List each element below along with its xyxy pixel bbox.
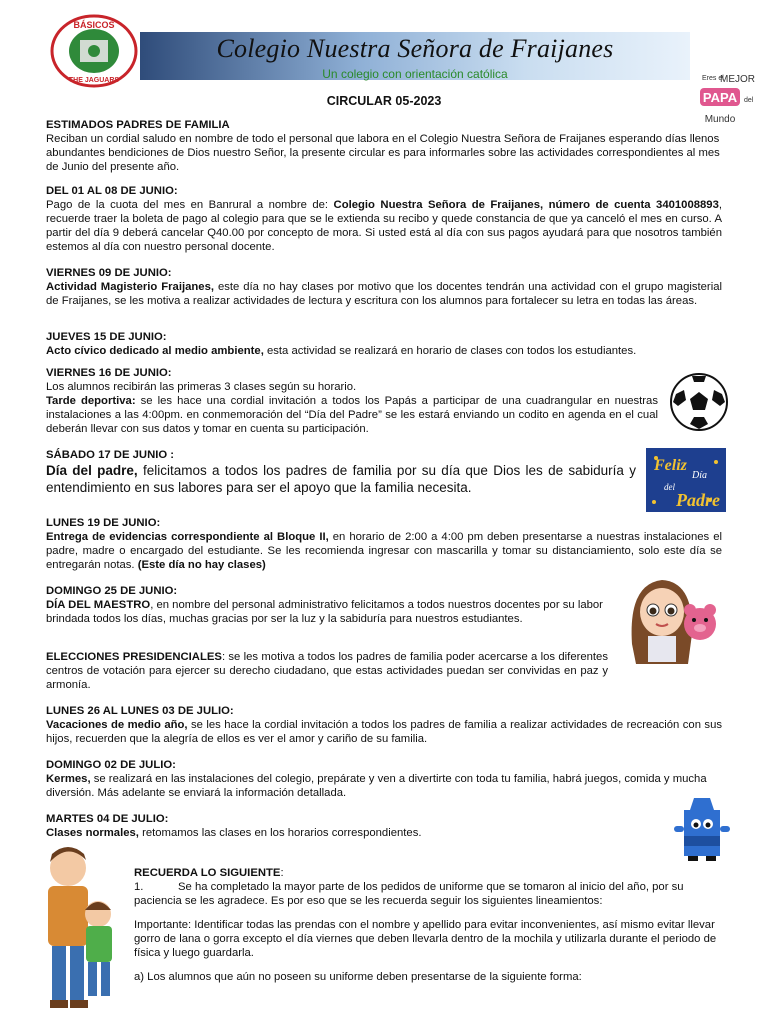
section-heading: MARTES 04 DE JULIO: <box>46 813 169 825</box>
svg-text:PAPA: PAPA <box>702 90 738 105</box>
section-text: Los alumnos recibirán las primeras 3 clases según su horario. <box>46 381 357 393</box>
section-kermes <box>46 758 722 800</box>
section-june-17 <box>46 448 636 496</box>
section-text: felicitamos a todos los padres de familia por su día que Dios les de sabiduría y entendimiento en sus labores para ser el apoyo que la familia necesita. <box>46 463 636 495</box>
svg-text:Mundo: Mundo <box>704 114 736 125</box>
section-bold: Kermes, <box>46 773 91 785</box>
section-text: , en nombre del personal administrativo felicitamos a todos nuestros docentes por su labor brindada todos los días, muchas gracias por ser la luz y la sabiduría para nuestros estudiantes. <box>46 599 603 625</box>
greeting-heading: ESTIMADOS PADRES DE FAMILIA <box>46 119 230 131</box>
no-classes-note: (Este día no hay clases) <box>137 559 266 571</box>
section-heading: DEL 01 AL 08 DE JUNIO: <box>46 185 178 197</box>
section-text: este día no hay clases por motivo que los docentes tendrán una actividad con el grupo magisterial de Fraijanes, se les motiva a realizar actividades de lectura y escritura con los alumnos para fortalecer su letra en todas las áreas. <box>46 281 722 307</box>
heading-colon: : <box>280 867 284 879</box>
section-text: en horario de 2:00 a 4:00 pm deben presentarse a nuestras instalaciones el padre, madre o encargado del estudiante. Se les recomienda ingresar con mascarilla y tomar su distanciamiento, solo este día se entregarán notas. <box>46 531 722 571</box>
section-june-25 <box>46 584 616 626</box>
crayon-character-illustration <box>672 796 732 862</box>
greeting-section <box>46 118 722 174</box>
section-june-16 <box>46 366 658 436</box>
section-text: retomamos las clases en los horarios correspondientes. <box>138 827 422 839</box>
circular-title: CIRCULAR 05-2023 <box>326 94 442 108</box>
svg-text:Eres el: Eres el <box>702 75 724 82</box>
uniform-instruction: a) Los alumnos que aún no poseen su uniforme deben presentarse de la siguiente forma: <box>134 971 582 983</box>
section-heading: SÁBADO 17 DE JUNIO : <box>46 449 175 461</box>
section-heading: LUNES 19 DE JUNIO: <box>46 517 161 529</box>
section-elections <box>46 650 608 692</box>
section-heading: VIERNES 09 DE JUNIO: <box>46 267 172 279</box>
section-heading: DOMINGO 02 DE JULIO: <box>46 759 176 771</box>
section-june-15 <box>46 330 722 358</box>
section-bold: Actividad Magisterio Fraijanes, <box>46 281 214 293</box>
section-text: : se les motiva a todos los padres de familia poder acercarse a los diferentes centros de votación para ejercer su derecho ciudadano, que estas actividades puedan ser convividas en paz y armonía. <box>46 651 608 691</box>
section-heading: LUNES 26 AL LUNES 03 DE JULIO: <box>46 705 234 717</box>
svg-text:MEJOR: MEJOR <box>720 74 755 85</box>
section-june-19 <box>46 516 722 572</box>
school-logo <box>50 14 138 88</box>
section-bold: Vacaciones de medio año, <box>46 719 188 731</box>
section-text: Pago de la cuota del mes en Banrural a nombre de: <box>46 199 334 211</box>
section-text: se les hace la cordial invitación a todos los padres de familia a realizar actividades de recreación con sus hijos, recuerden que la alegría de ellos es ver el amor y cariño de su familia. <box>46 719 722 745</box>
recuerda-heading: RECUERDA LO SIGUIENTE <box>134 867 281 879</box>
logo-top-text: BÁSICOS <box>73 20 115 30</box>
girl-teddy-illustration <box>622 574 722 670</box>
svg-text:del: del <box>664 482 675 492</box>
section-heading: VIERNES 16 DE JUNIO: <box>46 367 172 379</box>
recuerda-section <box>134 866 724 984</box>
section-june-1-8 <box>46 184 722 254</box>
section-bold: Tarde deportiva: <box>46 395 136 407</box>
svg-text:Feliz: Feliz <box>654 457 687 474</box>
greeting-text: Reciban un cordial saludo en nombre de todo el personal que labora en el Colegio Nuestra Señora de Fraijanes esperando días llenos abundantes bendiciones de Dios nuestro Señor, la presente circular es para informarles sobre las actividades correspondientes al mes de Junio del presente año. <box>46 133 720 173</box>
section-vacation <box>46 704 722 746</box>
svg-text:Padre: Padre <box>676 490 720 510</box>
school-name: Colegio Nuestra Señora de Fraijanes <box>216 34 614 63</box>
item-text: Se ha completado la mayor parte de los pedidos de uniforme que se tomaron al inicio del año, por su paciencia se les agradece. Es por eso que se les recuerda seguir los siguientes lineamientos: <box>134 881 684 907</box>
section-text: se realizará en las instalaciones del colegio, prepárate y ven a divertirte con toda tu familia, habrá juegos, comida y mucha diversión. Más adelante se enviará la información detallada. <box>46 773 707 799</box>
section-text: , recuerde traer la boleta de pago al colegio para que se le extienda su recibo y quede constancia de que ya canceló el mes en curso. A partir del día 9 deberá cancelar Q40.00 por concepto de mora. Si usted está al día con sus pagos ayudará para que nosotros también estemos al día con nuestro personal docente. <box>46 199 722 253</box>
section-bold: Entrega de evidencias correspondiente al Bloque II, <box>46 531 329 543</box>
school-tagline: Un colegio con orientación católica <box>322 67 508 81</box>
bank-account: Colegio Nuestra Señora de Fraijanes, número de cuenta 3401008893 <box>333 199 719 211</box>
section-bold: ELECCIONES PRESIDENCIALES <box>46 651 222 663</box>
svg-text:Día: Día <box>692 470 707 481</box>
section-july-4 <box>46 812 646 840</box>
section-bold: Día del padre, <box>46 463 138 478</box>
section-bold: Acto cívico dedicado al medio ambiente, <box>46 345 264 357</box>
svg-text:del: del <box>744 97 754 104</box>
item-number: 1. <box>134 881 144 893</box>
section-heading: DOMINGO 25 DE JUNIO: <box>46 585 178 597</box>
logo-bottom-text: THE JAGUARS <box>68 77 120 84</box>
father-child-illustration <box>38 842 124 1016</box>
importante-note: Importante: Identificar todas las prendas con el nombre y apellido para evitar inconvenientes, así mismo evitar llevar gorro de lana o gorra excepto el día viernes que deben llevarla dentro de la mochila y utilizarla durante el periodo de física y luego guardarla. <box>134 919 717 959</box>
section-june-9 <box>46 266 722 308</box>
section-heading: JUEVES 15 DE JUNIO: <box>46 331 167 343</box>
section-bold: Clases normales, <box>46 827 139 839</box>
section-text: esta actividad se realizará en horario de clases con todos los estudiantes. <box>263 345 637 357</box>
section-text: se les hace una cordial invitación a todos los Papás a participar de una cuadrangular en nuestras instalaciones a las 4:00pm. en conmemoración del “Día del Padre” se les estará enviando un codito en agenda en el cual deberán llevar con sus datos y tomar en cuenta su participación. <box>46 395 658 435</box>
soccer-ball-icon <box>668 372 730 432</box>
fathers-day-sticker <box>646 448 726 512</box>
section-bold: DÍA DEL MAESTRO <box>46 599 151 611</box>
